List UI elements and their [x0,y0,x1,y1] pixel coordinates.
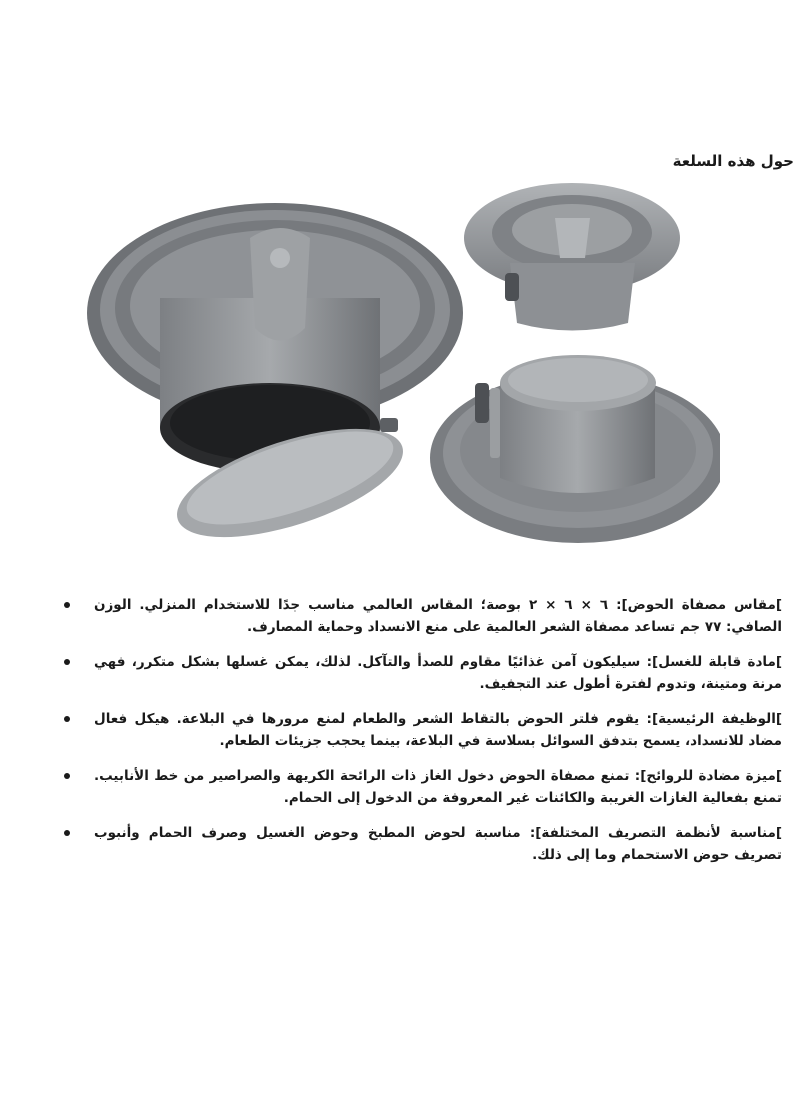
feature-item [64,708,782,752]
feature-text: ]مناسبة لأنظمة التصريف المختلفة]: مناسبة لحوض المطبخ وحوض الغسيل وصرف الحمام وأنبوب تصريف حوض الاستحمام وما إلى ذلك. [94,825,782,863]
bullet-dot [64,773,70,779]
bullet-dot [64,659,70,665]
section-heading: حول هذه السلعة [672,152,794,170]
small-strainer-top [464,183,680,331]
feature-item [64,651,782,695]
feature-item [64,594,782,638]
bullet-dot [64,602,70,608]
feature-item [64,822,782,866]
small-strainer-bottom [430,355,720,543]
feature-text: ]مقاس مصفاة الحوض]: ٦ × ٦ × ٢ بوصة؛ المقاس العالمي مناسب جدًا للاستخدام المنزلي. الوزن الصافي: ٧٧ جم تساعد مصفاة الشعر العالمية على منع الانسداد وحماية المصارف. [94,597,783,635]
feature-text: ]مادة قابلة للغسل]: سيليكون آمن غذائيًا مقاوم للصدأ والتآكل. لذلك، يمكن غسلها بشكل متكرر، فهي مرنة ومتينة، وتدوم لفترة أطول عند التجفيف. [94,654,782,692]
product-photo [80,178,720,558]
bullet-dot [64,716,70,722]
feature-text: ]ميزة مضادة للروائح]: تمنع مصفاة الحوض دخول الغاز ذات الرائحة الكريهة والصراصير من خط الأنابيب. تمنع بفعالية الغازات الغريبة والكائنات غير المعروفة من الدخول إلى الحمام. [94,768,782,806]
feature-text: ]الوظيفة الرئيسية]: يقوم فلتر الحوض بالتقاط الشعر والطعام لمنع مرورها في البلاعة. هيكل فعال مضاد للانسداد، يسمح بتدفق السوائل بسلاسة في البلاعة، بينما يحجب جزيئات الطعام. [94,711,782,749]
bullet-dot [64,830,70,836]
feature-item [64,765,782,809]
large-strainer [87,203,463,558]
feature-list [64,594,782,879]
